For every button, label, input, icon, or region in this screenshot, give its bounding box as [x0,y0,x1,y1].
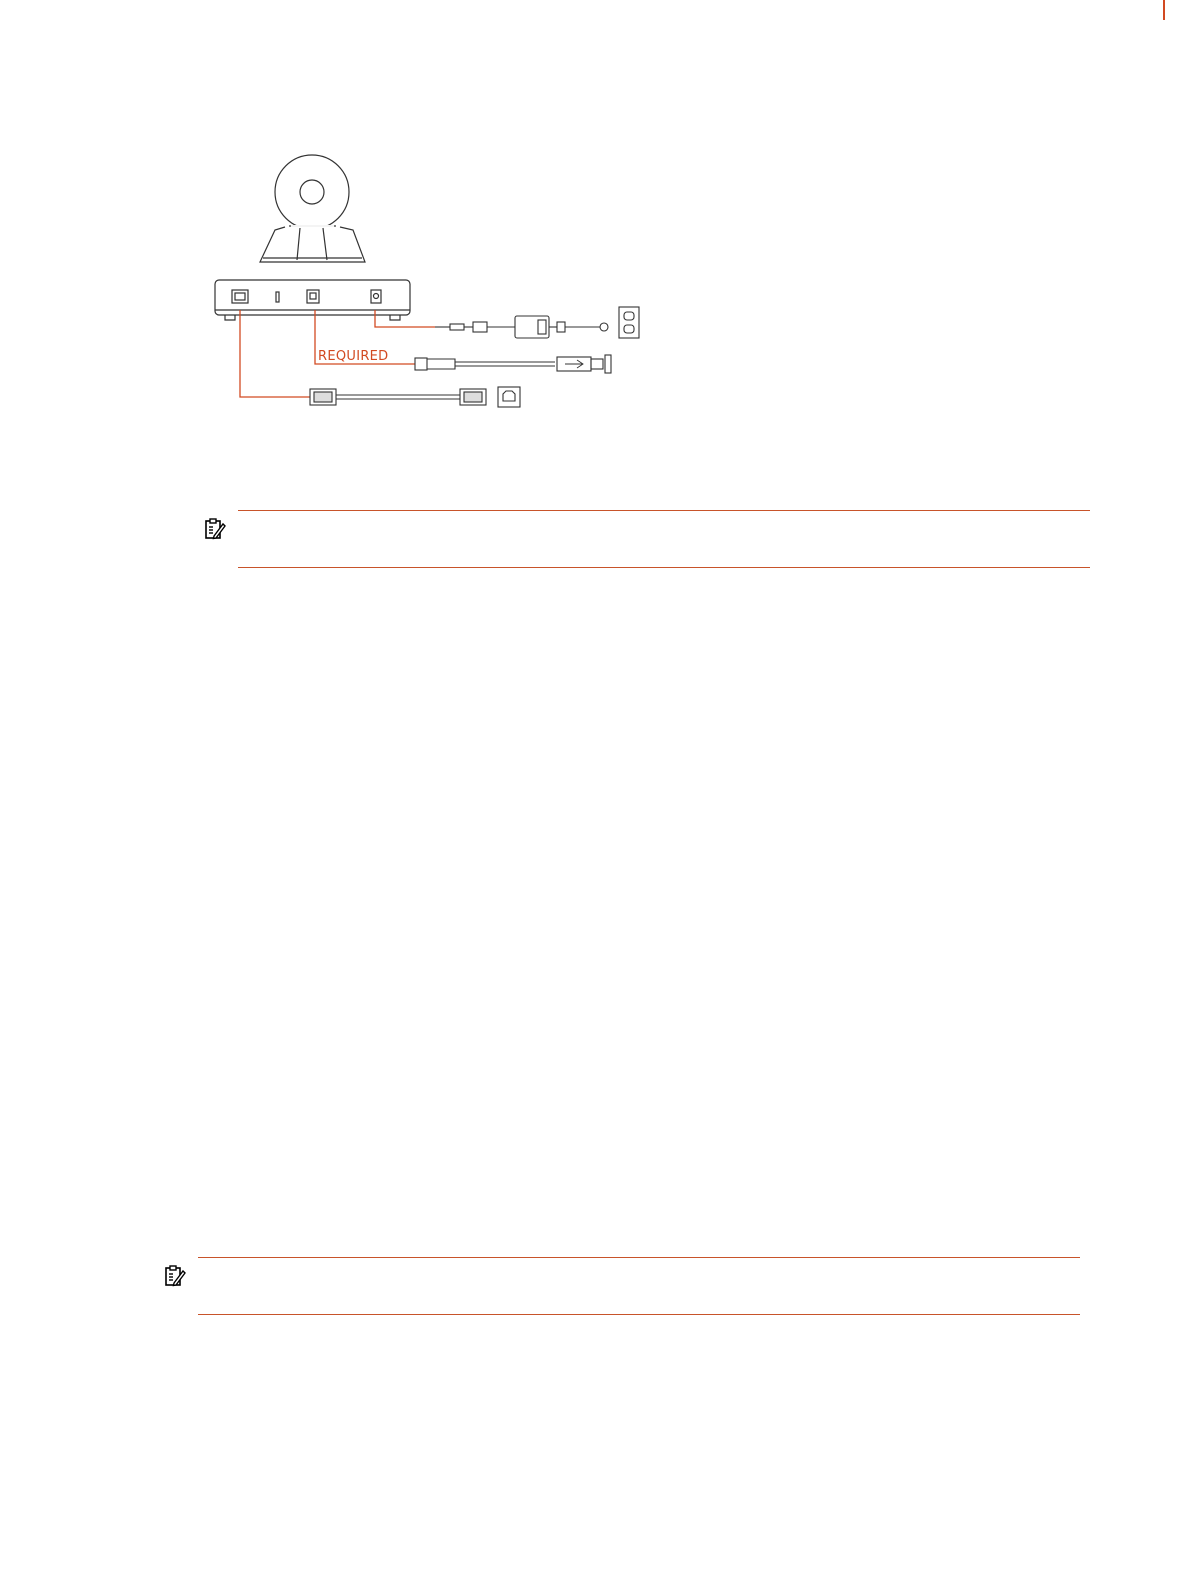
page-edge-accent-rule [1163,0,1165,20]
power-adapter-cable [435,307,639,338]
network-cable [310,387,520,407]
note-top-rule [198,1257,1080,1258]
required-label: REQUIRED [318,349,389,364]
note-top-rule [238,510,1090,511]
important-note-icon [164,1265,186,1287]
usb-cable [415,355,611,373]
important-note [200,510,1090,568]
note-bottom-rule [198,1314,1080,1315]
note-bottom-rule [238,567,1090,568]
camera-illustration [215,155,410,320]
important-note [160,1257,1080,1315]
camera-connection-diagram [205,150,645,415]
important-note-icon [204,518,226,540]
